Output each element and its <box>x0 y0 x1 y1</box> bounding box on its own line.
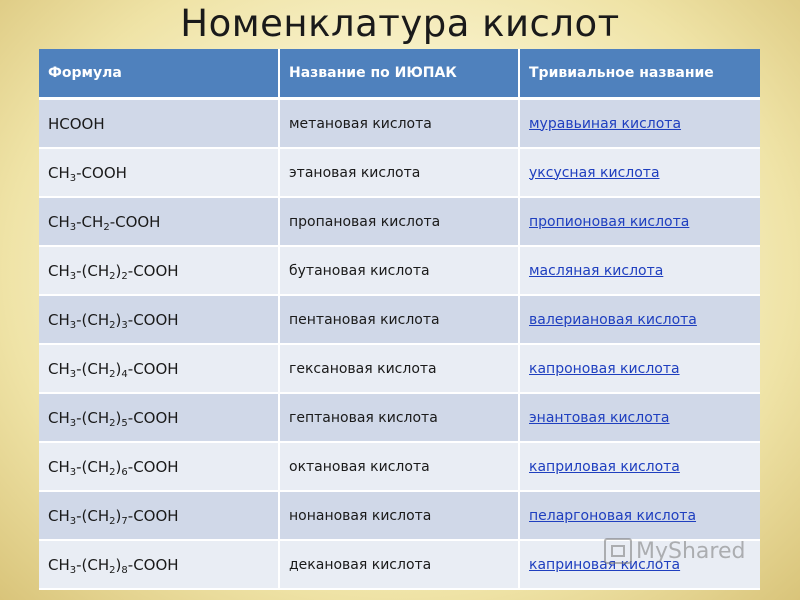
formula-text: -COOH <box>127 408 179 427</box>
iupac-name-cell: метановая кислота <box>280 100 520 149</box>
trivial-name-cell <box>520 296 760 345</box>
formula-text: CH <box>48 506 70 525</box>
formula-subscript: 8 <box>121 564 128 576</box>
formula-subscript: 3 <box>69 221 77 233</box>
trivial-name-cell <box>520 443 760 492</box>
formula-text: ) <box>115 359 122 378</box>
trivial-name-link[interactable]: пропионовая кислота <box>529 213 690 230</box>
formula-text: -COOH <box>127 457 179 476</box>
formula-text: CH <box>48 359 70 378</box>
formula-text: -(CH <box>76 506 110 525</box>
formula-text: HCOOH <box>48 114 105 133</box>
trivial-name-cell <box>520 149 760 198</box>
table-header-row <box>39 49 760 100</box>
table-row <box>39 296 760 345</box>
trivial-name-cell <box>520 198 760 247</box>
iupac-name-cell: этановая кислота <box>280 149 520 198</box>
trivial-name-link[interactable]: капроновая кислота <box>529 360 680 377</box>
formula-text: ) <box>115 408 122 427</box>
watermark-text: MyShared <box>636 538 746 564</box>
table-body <box>39 100 760 590</box>
formula-text: ) <box>115 261 122 280</box>
iupac-name-cell: декановая кислота <box>280 541 520 590</box>
formula-subscript: 3 <box>69 270 77 282</box>
formula-cell <box>39 100 280 149</box>
formula-subscript: 3 <box>69 564 77 576</box>
formula-subscript: 4 <box>121 368 128 380</box>
formula-text: ) <box>115 310 122 329</box>
trivial-name-link[interactable]: муравьиная кислота <box>529 115 682 132</box>
formula-subscript: 3 <box>69 417 77 429</box>
formula-text: ) <box>115 555 122 574</box>
trivial-name-cell <box>520 345 760 394</box>
formula-cell <box>39 345 280 394</box>
formula-subscript: 6 <box>121 466 128 478</box>
iupac-name-cell: октановая кислота <box>280 443 520 492</box>
formula-text: -(CH <box>76 359 110 378</box>
formula-subscript: 3 <box>69 368 77 380</box>
formula-subscript: 2 <box>109 564 116 576</box>
header-formula: Формула <box>39 49 280 100</box>
formula-subscript: 3 <box>69 172 77 184</box>
formula-subscript: 2 <box>109 368 116 380</box>
formula-text: CH <box>48 261 70 280</box>
table-row <box>39 198 760 247</box>
formula-subscript: 2 <box>109 270 116 282</box>
iupac-name-cell: бутановая кислота <box>280 247 520 296</box>
formula-text: CH <box>48 163 70 182</box>
table-row <box>39 541 760 590</box>
formula-subscript: 3 <box>69 466 77 478</box>
page-title: Номенклатура кислот <box>180 2 620 45</box>
table-row <box>39 100 760 149</box>
acid-nomenclature-table <box>39 49 760 590</box>
formula-cell <box>39 443 280 492</box>
formula-text: -COOH <box>127 359 179 378</box>
formula-text: -COOH <box>109 212 161 231</box>
iupac-name-cell: пропановая кислота <box>280 198 520 247</box>
formula-subscript: 2 <box>103 221 110 233</box>
trivial-name-cell <box>520 100 760 149</box>
formula-subscript: 7 <box>121 515 128 527</box>
formula-subscript: 3 <box>69 319 77 331</box>
formula-cell <box>39 492 280 541</box>
iupac-name-cell: гексановая кислота <box>280 345 520 394</box>
formula-cell <box>39 247 280 296</box>
formula-text: CH <box>48 310 70 329</box>
trivial-name-cell <box>520 492 760 541</box>
table-row <box>39 345 760 394</box>
table-row <box>39 492 760 541</box>
trivial-name-link[interactable]: уксусная кислота <box>529 164 660 181</box>
trivial-name-link[interactable]: каприновая кислота <box>529 556 681 573</box>
formula-text: CH <box>48 212 70 231</box>
trivial-name-link[interactable]: каприловая кислота <box>529 458 680 475</box>
trivial-name-cell <box>520 247 760 296</box>
formula-subscript: 2 <box>121 270 128 282</box>
formula-text: CH <box>48 555 70 574</box>
formula-text: -(CH <box>76 261 110 280</box>
formula-text: CH <box>48 408 70 427</box>
formula-subscript: 5 <box>121 417 128 429</box>
header-trivial-name: Тривиальное название <box>520 49 760 100</box>
formula-text: CH <box>48 457 70 476</box>
formula-cell <box>39 541 280 590</box>
formula-cell <box>39 394 280 443</box>
formula-text: -(CH <box>76 408 110 427</box>
formula-cell <box>39 198 280 247</box>
formula-text: -(CH <box>76 555 110 574</box>
formula-text: -COOH <box>127 555 179 574</box>
table-row <box>39 394 760 443</box>
formula-cell <box>39 296 280 345</box>
table-row <box>39 149 760 198</box>
iupac-name-cell: пентановая кислота <box>280 296 520 345</box>
trivial-name-cell <box>520 538 760 590</box>
formula-subscript: 3 <box>69 515 77 527</box>
trivial-name-link[interactable]: валериановая кислота <box>529 311 697 328</box>
table-row <box>39 443 760 492</box>
formula-subscript: 2 <box>109 319 116 331</box>
formula-text: -COOH <box>127 261 179 280</box>
formula-text: -(CH <box>76 310 110 329</box>
trivial-name-link[interactable]: энантовая кислота <box>529 409 670 426</box>
formula-text: ) <box>115 457 122 476</box>
formula-text: -COOH <box>76 163 127 182</box>
formula-subscript: 3 <box>121 319 128 331</box>
formula-text: ) <box>115 506 122 525</box>
iupac-name-cell: нонановая кислота <box>280 492 520 541</box>
formula-subscript: 2 <box>109 515 116 527</box>
formula-text: -(CH <box>76 457 110 476</box>
formula-text: -CH <box>76 212 104 231</box>
iupac-name-cell: гептановая кислота <box>280 394 520 443</box>
header-iupac-name: Название по ИЮПАК <box>280 49 520 100</box>
trivial-name-link[interactable]: масляная кислота <box>529 262 664 279</box>
trivial-name-cell <box>520 394 760 443</box>
formula-subscript: 2 <box>109 466 116 478</box>
formula-text: -COOH <box>127 310 179 329</box>
formula-cell <box>39 149 280 198</box>
formula-subscript: 2 <box>109 417 116 429</box>
table-row <box>39 247 760 296</box>
formula-text: -COOH <box>127 506 179 525</box>
trivial-name-link[interactable]: пеларгоновая кислота <box>529 507 697 524</box>
